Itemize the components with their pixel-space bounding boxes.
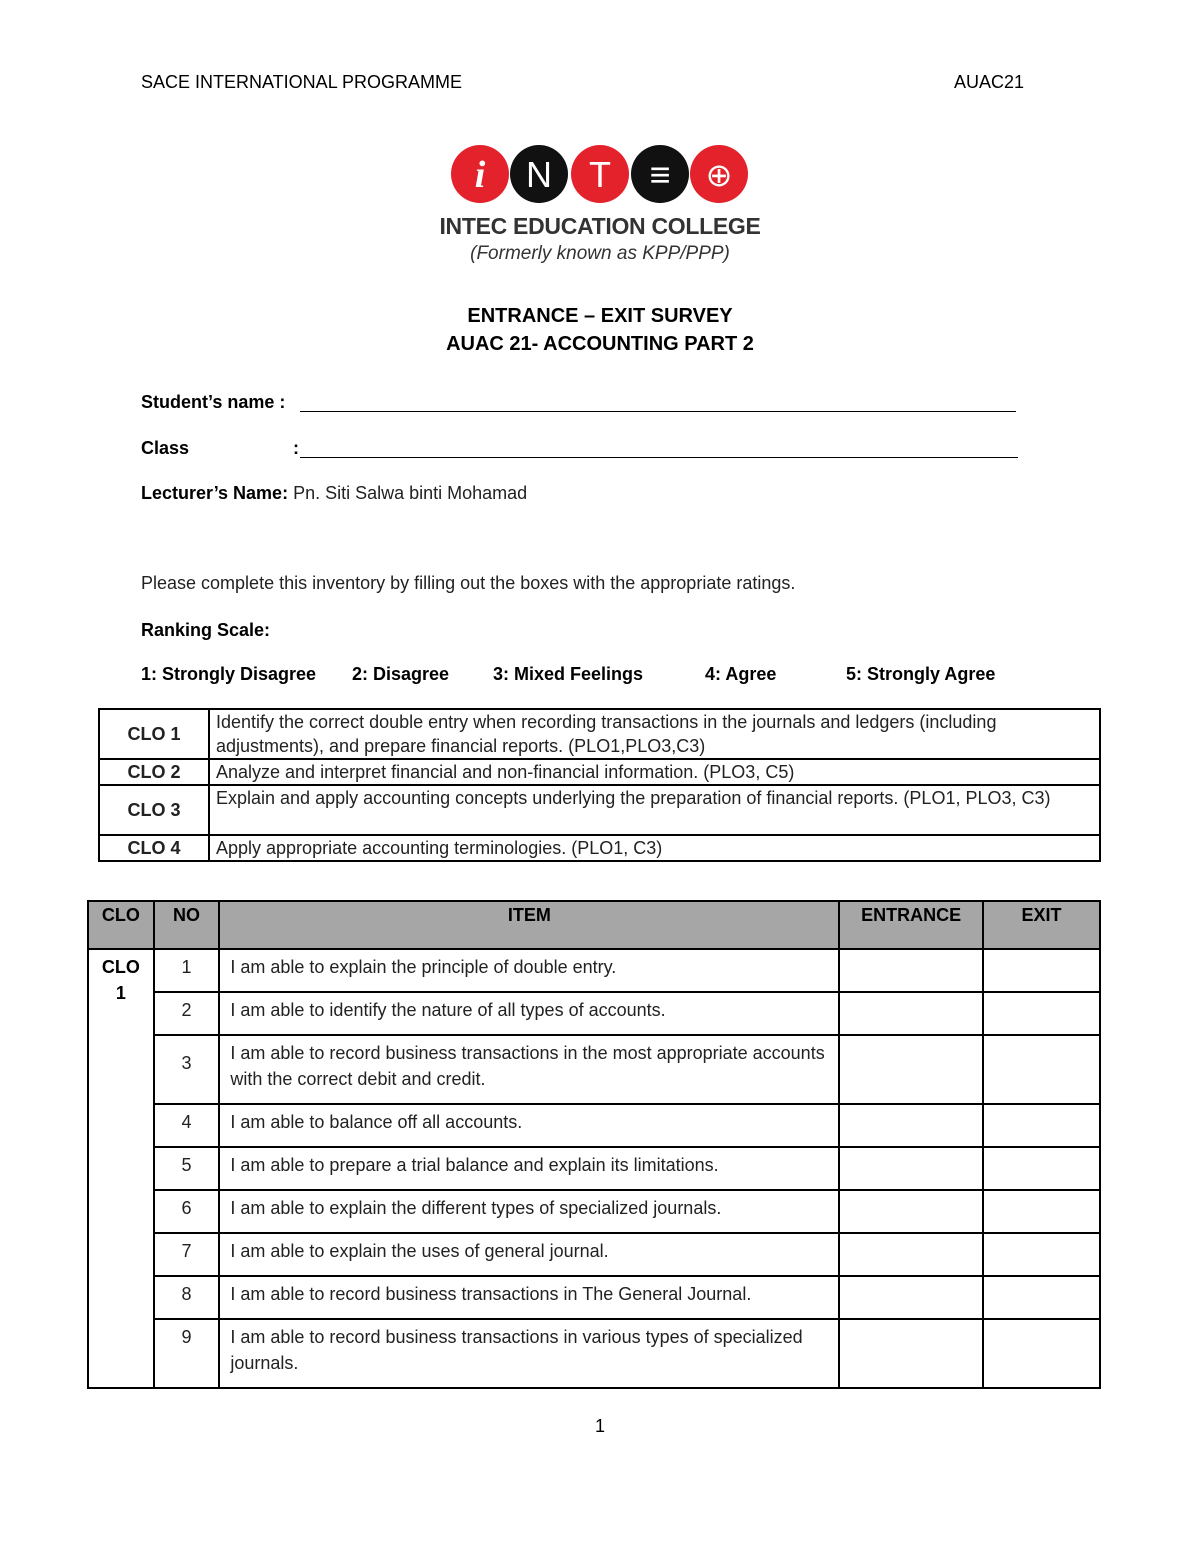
exit-rating-cell[interactable] (983, 1035, 1100, 1104)
exit-rating-cell[interactable] (983, 1104, 1100, 1147)
clo-row (99, 835, 1100, 861)
student-name-label (141, 392, 285, 413)
ranking-scale-label: Ranking Scale: (141, 620, 271, 640)
entrance-rating-cell[interactable] (839, 949, 983, 992)
table-row (88, 1276, 1100, 1319)
scale-2: 2: Disagree (352, 664, 450, 684)
entrance-rating-cell[interactable] (839, 1104, 983, 1147)
item-text: I am able to balance off all accounts. (219, 1104, 839, 1147)
lecturer-label: Lecturer’s Name: (141, 483, 289, 503)
table-row (88, 1147, 1100, 1190)
col-header-entrance: ENTRANCE (839, 901, 983, 949)
clo-code: CLO 1 (99, 709, 209, 759)
clo-row (99, 759, 1100, 785)
table-row (88, 949, 1100, 992)
item-number: 7 (154, 1233, 220, 1276)
exit-rating-cell[interactable] (983, 1319, 1100, 1388)
exit-rating-cell[interactable] (983, 992, 1100, 1035)
table-row (88, 1233, 1100, 1276)
entrance-rating-cell[interactable] (839, 1319, 983, 1388)
logo-letter-n: N (526, 154, 552, 195)
clo-row (99, 709, 1100, 759)
item-text: I am able to prepare a trial balance and explain its limitations. (219, 1147, 839, 1190)
student-name-label-text: Student’s name : (141, 392, 286, 412)
lecturer-field (141, 483, 527, 504)
class-label-text: Class (141, 438, 190, 458)
item-number: 5 (154, 1147, 220, 1190)
header-course-code: AUAC21 (954, 72, 1025, 92)
class-colon-text: : (293, 438, 299, 458)
item-text: I am able to record business transactions in various types of specialized journals. (219, 1319, 839, 1388)
globe-icon: ⊕ (705, 156, 733, 194)
page-number: 1 (594, 1416, 605, 1436)
item-number: 1 (154, 949, 220, 992)
entrance-rating-cell[interactable] (839, 1035, 983, 1104)
lecturer-name: Pn. Siti Salwa binti Mohamad (288, 483, 528, 503)
exit-rating-cell[interactable] (983, 1233, 1100, 1276)
item-number: 9 (154, 1319, 220, 1388)
clo-code: CLO 4 (99, 835, 209, 861)
entrance-rating-cell[interactable] (839, 992, 983, 1035)
table-row (88, 992, 1100, 1035)
college-former-name: (Formerly known as KPP/PPP) (470, 243, 730, 264)
header-programme: SACE INTERNATIONAL PROGRAMME (141, 72, 463, 92)
class-label (141, 438, 189, 459)
scale-5: 5: Strongly Agree (846, 664, 996, 684)
col-header-no: NO (154, 901, 220, 949)
scale-3: 3: Mixed Feelings (493, 664, 644, 684)
col-header-exit: EXIT (983, 901, 1100, 949)
table-row (88, 1319, 1100, 1388)
col-header-clo: CLO (88, 901, 154, 949)
logo-letter-i: i (474, 154, 486, 196)
college-name: INTEC EDUCATION COLLEGE (439, 213, 761, 239)
survey-table (87, 900, 1101, 1389)
clo-row (99, 785, 1100, 835)
clo-text: Analyze and interpret financial and non-financial information. (PLO3, C5) (209, 759, 1100, 785)
item-text: I am able to record business transactions in the most appropriate accounts with the correct debit and credit. (219, 1035, 839, 1104)
survey-header-row (88, 901, 1100, 949)
instruction-text: Please complete this inventory by filling out the boxes with the appropriate ratings. (141, 573, 796, 593)
table-row (88, 1104, 1100, 1147)
clo-text: Apply appropriate accounting terminologies. (PLO1, C3) (209, 835, 1100, 861)
item-number: 6 (154, 1190, 220, 1233)
survey-title: ENTRANCE – EXIT SURVEY (467, 305, 733, 327)
col-header-item: ITEM (219, 901, 839, 949)
item-text: I am able to record business transactions in The General Journal. (219, 1276, 839, 1319)
item-number: 2 (154, 992, 220, 1035)
item-text: I am able to explain the principle of double entry. (219, 949, 839, 992)
logo-letter-t: T (589, 154, 611, 195)
logo-letter-e: ≡ (649, 154, 671, 195)
table-row (88, 1190, 1100, 1233)
clo-description-table (98, 708, 1101, 862)
item-text: I am able to identify the nature of all types of accounts. (219, 992, 839, 1035)
scale-1: 1: Strongly Disagree (141, 664, 317, 684)
entrance-rating-cell[interactable] (839, 1147, 983, 1190)
class-input-line[interactable] (300, 457, 1018, 458)
clo-group-cell: CLO 1 (88, 949, 154, 1388)
entrance-rating-cell[interactable] (839, 1233, 983, 1276)
exit-rating-cell[interactable] (983, 1276, 1100, 1319)
entrance-rating-cell[interactable] (839, 1190, 983, 1233)
intec-logo (450, 143, 750, 205)
item-number: 8 (154, 1276, 220, 1319)
clo-text: Identify the correct double entry when recording transactions in the journals and ledgers (including adjustments), and prepare financial reports. (PLO1,PLO3,C3) (209, 709, 1100, 759)
course-title: AUAC 21- ACCOUNTING PART 2 (446, 333, 754, 355)
item-text: I am able to explain the uses of general journal. (219, 1233, 839, 1276)
clo-code: CLO 3 (99, 785, 209, 835)
item-number: 3 (154, 1035, 220, 1104)
entrance-rating-cell[interactable] (839, 1276, 983, 1319)
exit-rating-cell[interactable] (983, 1147, 1100, 1190)
scale-4: 4: Agree (705, 664, 777, 684)
item-text: I am able to explain the different types of specialized journals. (219, 1190, 839, 1233)
student-name-input-line[interactable] (300, 411, 1016, 412)
table-row (88, 1035, 1100, 1104)
exit-rating-cell[interactable] (983, 949, 1100, 992)
clo-text: Explain and apply accounting concepts underlying the preparation of financial reports. (PLO1, PLO3, C3) (209, 785, 1100, 835)
clo-code: CLO 2 (99, 759, 209, 785)
item-number: 4 (154, 1104, 220, 1147)
exit-rating-cell[interactable] (983, 1190, 1100, 1233)
class-colon (293, 438, 299, 459)
